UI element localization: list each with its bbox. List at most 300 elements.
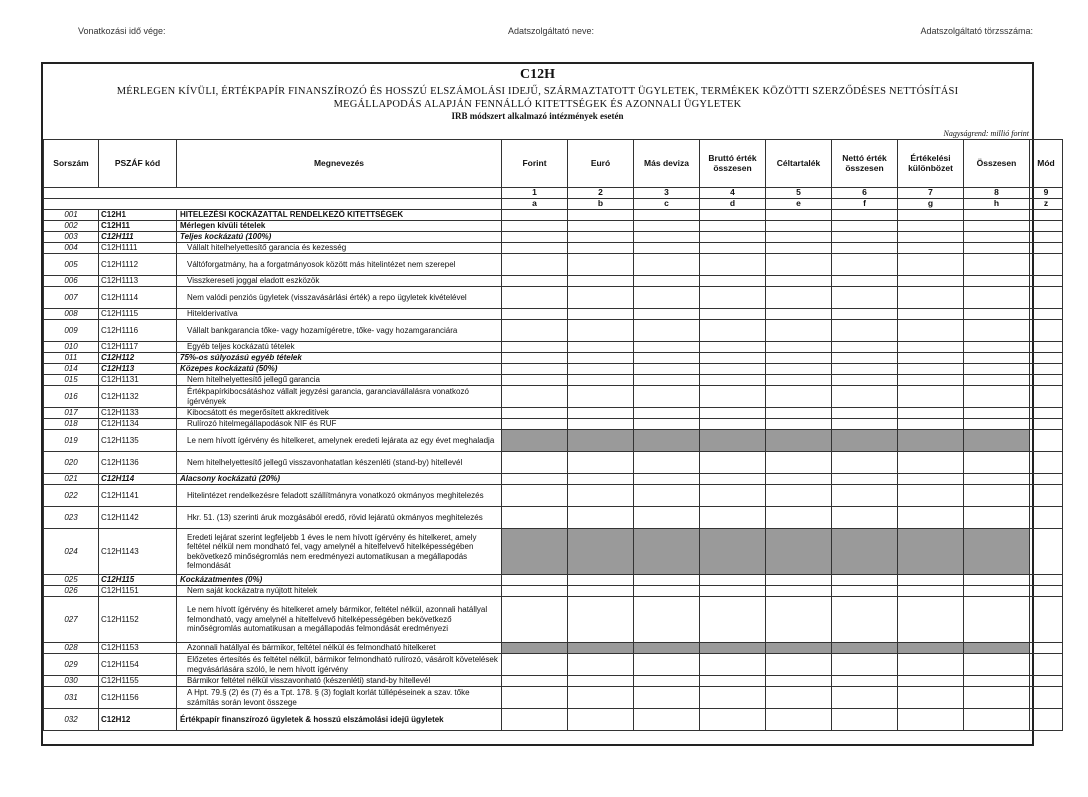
value-cell[interactable] <box>502 287 568 309</box>
value-cell[interactable] <box>766 597 832 643</box>
value-cell[interactable] <box>568 210 634 221</box>
col-megnevezes: Megnevezés <box>177 140 502 188</box>
mod-cell[interactable] <box>1030 320 1063 342</box>
value-cell[interactable] <box>700 386 766 408</box>
value-cell[interactable] <box>898 364 964 375</box>
value-cell[interactable] <box>700 210 766 221</box>
value-cell[interactable] <box>568 353 634 364</box>
value-cell[interactable] <box>766 408 832 419</box>
value-cell[interactable] <box>766 221 832 232</box>
value-cell[interactable] <box>568 386 634 408</box>
value-cell[interactable] <box>766 320 832 342</box>
value-cell[interactable] <box>898 643 964 654</box>
value-cell[interactable] <box>634 386 700 408</box>
value-cell[interactable] <box>766 430 832 452</box>
value-cell[interactable] <box>898 474 964 485</box>
value-cell[interactable] <box>766 386 832 408</box>
value-cell[interactable] <box>964 687 1030 709</box>
value-cell[interactable] <box>568 643 634 654</box>
value-cell[interactable] <box>502 687 568 709</box>
mod-cell[interactable] <box>1030 507 1063 529</box>
value-cell[interactable] <box>700 232 766 243</box>
row-number: 026 <box>44 586 99 597</box>
value-cell[interactable] <box>502 243 568 254</box>
value-cell[interactable] <box>832 408 898 419</box>
value-cell[interactable] <box>964 586 1030 597</box>
value-cell[interactable] <box>502 386 568 408</box>
mod-cell[interactable] <box>1030 287 1063 309</box>
value-cell[interactable] <box>832 419 898 430</box>
value-cell[interactable] <box>568 243 634 254</box>
value-cell[interactable] <box>898 654 964 676</box>
col-celtartalek: Céltartalék <box>766 140 832 188</box>
value-cell[interactable] <box>964 287 1030 309</box>
value-cell[interactable] <box>634 276 700 287</box>
row-code: C12H1136 <box>99 452 177 474</box>
table-row <box>44 210 1063 221</box>
value-cell[interactable] <box>700 575 766 586</box>
value-cell[interactable] <box>964 575 1030 586</box>
value-cell[interactable] <box>634 709 700 731</box>
value-cell[interactable] <box>964 485 1030 507</box>
value-cell[interactable] <box>700 419 766 430</box>
value-cell[interactable] <box>634 575 700 586</box>
value-cell[interactable] <box>502 232 568 243</box>
value-cell[interactable] <box>568 276 634 287</box>
value-cell[interactable] <box>700 276 766 287</box>
value-cell[interactable] <box>634 430 700 452</box>
value-cell[interactable] <box>832 586 898 597</box>
value-cell[interactable] <box>832 687 898 709</box>
value-cell[interactable] <box>502 676 568 687</box>
value-cell[interactable] <box>502 364 568 375</box>
value-cell[interactable] <box>634 586 700 597</box>
row-label: Egyéb teljes kockázatú tételek <box>177 342 502 353</box>
value-cell[interactable] <box>502 353 568 364</box>
value-cell[interactable] <box>766 342 832 353</box>
row-label: Alacsony kockázatú (20%) <box>177 474 502 485</box>
mod-cell[interactable] <box>1030 243 1063 254</box>
value-cell[interactable] <box>898 276 964 287</box>
value-cell[interactable] <box>502 529 568 575</box>
value-cell[interactable] <box>700 597 766 643</box>
value-cell[interactable] <box>766 254 832 276</box>
value-cell[interactable] <box>634 529 700 575</box>
value-cell[interactable] <box>832 342 898 353</box>
value-cell[interactable] <box>898 221 964 232</box>
value-cell[interactable] <box>502 221 568 232</box>
value-cell[interactable] <box>502 408 568 419</box>
value-cell[interactable] <box>634 287 700 309</box>
value-cell[interactable] <box>634 221 700 232</box>
value-cell[interactable] <box>898 243 964 254</box>
value-cell[interactable] <box>964 452 1030 474</box>
value-cell[interactable] <box>568 320 634 342</box>
value-cell[interactable] <box>964 430 1030 452</box>
value-cell[interactable] <box>964 643 1030 654</box>
value-cell[interactable] <box>898 375 964 386</box>
table-row <box>44 452 1063 474</box>
value-cell[interactable] <box>832 353 898 364</box>
value-cell[interactable] <box>502 597 568 643</box>
row-code: C12H11 <box>99 221 177 232</box>
value-cell[interactable] <box>634 643 700 654</box>
value-cell[interactable] <box>832 575 898 586</box>
value-cell[interactable] <box>634 597 700 643</box>
value-cell[interactable] <box>568 529 634 575</box>
value-cell[interactable] <box>964 210 1030 221</box>
mod-cell[interactable] <box>1030 575 1063 586</box>
value-cell[interactable] <box>568 474 634 485</box>
value-cell[interactable] <box>766 375 832 386</box>
value-cell[interactable] <box>964 342 1030 353</box>
value-cell[interactable] <box>502 586 568 597</box>
value-cell[interactable] <box>898 353 964 364</box>
value-cell[interactable] <box>766 507 832 529</box>
value-cell[interactable] <box>964 676 1030 687</box>
value-cell[interactable] <box>700 676 766 687</box>
value-cell[interactable] <box>700 430 766 452</box>
mod-cell[interactable] <box>1030 408 1063 419</box>
mod-cell[interactable] <box>1030 353 1063 364</box>
mod-cell[interactable] <box>1030 654 1063 676</box>
value-cell[interactable] <box>568 221 634 232</box>
value-cell[interactable] <box>568 586 634 597</box>
value-cell[interactable] <box>898 408 964 419</box>
value-cell[interactable] <box>502 485 568 507</box>
value-cell[interactable] <box>634 243 700 254</box>
value-cell[interactable] <box>832 474 898 485</box>
value-cell[interactable] <box>568 654 634 676</box>
row-number: 017 <box>44 408 99 419</box>
mod-cell[interactable] <box>1030 586 1063 597</box>
mod-cell[interactable] <box>1030 232 1063 243</box>
value-cell[interactable] <box>898 287 964 309</box>
value-cell[interactable] <box>502 210 568 221</box>
value-cell[interactable] <box>502 309 568 320</box>
value-cell[interactable] <box>832 254 898 276</box>
value-cell[interactable] <box>964 364 1030 375</box>
mod-cell[interactable] <box>1030 485 1063 507</box>
value-cell[interactable] <box>832 287 898 309</box>
value-cell[interactable] <box>832 210 898 221</box>
value-cell[interactable] <box>502 276 568 287</box>
value-cell[interactable] <box>634 342 700 353</box>
table-row <box>44 654 1063 676</box>
value-cell[interactable] <box>568 687 634 709</box>
value-cell[interactable] <box>700 342 766 353</box>
value-cell[interactable] <box>634 676 700 687</box>
value-cell[interactable] <box>568 287 634 309</box>
table-row <box>44 276 1063 287</box>
value-cell[interactable] <box>634 353 700 364</box>
value-cell[interactable] <box>898 586 964 597</box>
value-cell[interactable] <box>502 643 568 654</box>
value-cell[interactable] <box>700 474 766 485</box>
value-cell[interactable] <box>700 320 766 342</box>
value-cell[interactable] <box>568 452 634 474</box>
value-cell[interactable] <box>634 485 700 507</box>
mod-cell[interactable] <box>1030 364 1063 375</box>
value-cell[interactable] <box>898 309 964 320</box>
value-cell[interactable] <box>634 210 700 221</box>
value-cell[interactable] <box>898 430 964 452</box>
value-cell[interactable] <box>898 320 964 342</box>
value-cell[interactable] <box>634 254 700 276</box>
row-code: C12H1153 <box>99 643 177 654</box>
value-cell[interactable] <box>634 452 700 474</box>
value-cell[interactable] <box>634 364 700 375</box>
value-cell[interactable] <box>766 474 832 485</box>
value-cell[interactable] <box>898 419 964 430</box>
row-number: 019 <box>44 430 99 452</box>
value-cell[interactable] <box>964 232 1030 243</box>
value-cell[interactable] <box>766 419 832 430</box>
value-cell[interactable] <box>898 342 964 353</box>
value-cell[interactable] <box>766 643 832 654</box>
form-title-block <box>43 68 1032 122</box>
value-cell[interactable] <box>832 276 898 287</box>
value-cell[interactable] <box>832 221 898 232</box>
value-cell[interactable] <box>964 507 1030 529</box>
value-cell[interactable] <box>568 342 634 353</box>
value-cell[interactable] <box>700 654 766 676</box>
value-cell[interactable] <box>502 709 568 731</box>
value-cell[interactable] <box>700 287 766 309</box>
value-cell[interactable] <box>700 375 766 386</box>
value-cell[interactable] <box>700 687 766 709</box>
value-cell[interactable] <box>832 364 898 375</box>
value-cell[interactable] <box>898 254 964 276</box>
value-cell[interactable] <box>502 452 568 474</box>
value-cell[interactable] <box>700 408 766 419</box>
value-cell[interactable] <box>634 309 700 320</box>
value-cell[interactable] <box>700 364 766 375</box>
mod-cell[interactable] <box>1030 309 1063 320</box>
mod-cell[interactable] <box>1030 210 1063 221</box>
mod-cell[interactable] <box>1030 342 1063 353</box>
value-cell[interactable] <box>700 254 766 276</box>
value-cell[interactable] <box>898 232 964 243</box>
value-cell[interactable] <box>898 210 964 221</box>
value-cell[interactable] <box>964 654 1030 676</box>
row-code: C12H1115 <box>99 309 177 320</box>
value-cell[interactable] <box>832 452 898 474</box>
value-cell[interactable] <box>700 309 766 320</box>
value-cell[interactable] <box>898 597 964 643</box>
value-cell[interactable] <box>766 276 832 287</box>
row-label: Közepes kockázatú (50%) <box>177 364 502 375</box>
mod-cell[interactable] <box>1030 430 1063 452</box>
value-cell[interactable] <box>832 709 898 731</box>
value-cell[interactable] <box>766 287 832 309</box>
value-cell[interactable] <box>568 254 634 276</box>
value-cell[interactable] <box>502 507 568 529</box>
row-label: Le nem hívott ígérvény és hitelkeret amely bármikor, feltétel nélkül, azonnali hatállyal felmondható, vagy amelynél a hitelfelvevő hitelképességében bekövetkező minőségromlás automatikusan a megállapodás felmondását eredményezi <box>177 597 502 643</box>
mod-cell[interactable] <box>1030 597 1063 643</box>
value-cell[interactable] <box>502 342 568 353</box>
value-cell[interactable] <box>568 597 634 643</box>
value-cell[interactable] <box>700 221 766 232</box>
value-cell[interactable] <box>700 353 766 364</box>
value-cell[interactable] <box>502 419 568 430</box>
value-cell[interactable] <box>568 419 634 430</box>
colletter-row-cell: f <box>832 199 898 210</box>
value-cell[interactable] <box>898 507 964 529</box>
value-cell[interactable] <box>898 386 964 408</box>
value-cell[interactable] <box>568 309 634 320</box>
value-cell[interactable] <box>766 243 832 254</box>
value-cell[interactable] <box>634 654 700 676</box>
mod-cell[interactable] <box>1030 452 1063 474</box>
value-cell[interactable] <box>568 408 634 419</box>
value-cell[interactable] <box>898 676 964 687</box>
value-cell[interactable] <box>964 386 1030 408</box>
value-cell[interactable] <box>502 254 568 276</box>
value-cell[interactable] <box>964 474 1030 485</box>
value-cell[interactable] <box>502 654 568 676</box>
value-cell[interactable] <box>898 687 964 709</box>
value-cell[interactable] <box>832 529 898 575</box>
mod-cell[interactable] <box>1030 687 1063 709</box>
value-cell[interactable] <box>634 320 700 342</box>
value-cell[interactable] <box>568 485 634 507</box>
value-cell[interactable] <box>568 507 634 529</box>
value-cell[interactable] <box>964 597 1030 643</box>
value-cell[interactable] <box>568 364 634 375</box>
value-cell[interactable] <box>832 320 898 342</box>
value-cell[interactable] <box>832 430 898 452</box>
value-cell[interactable] <box>568 575 634 586</box>
value-cell[interactable] <box>568 375 634 386</box>
value-cell[interactable] <box>832 309 898 320</box>
value-cell[interactable] <box>700 243 766 254</box>
value-cell[interactable] <box>832 654 898 676</box>
value-cell[interactable] <box>634 507 700 529</box>
row-number: 029 <box>44 654 99 676</box>
value-cell[interactable] <box>700 643 766 654</box>
row-label: Azonnali hatállyal és bármikor, feltétel nélkül és felmondható hitelkeret <box>177 643 502 654</box>
mod-cell[interactable] <box>1030 221 1063 232</box>
mod-cell[interactable] <box>1030 419 1063 430</box>
value-cell[interactable] <box>964 320 1030 342</box>
row-label: Vállalt hitelhelyettesítő garancia és kezesség <box>177 243 502 254</box>
value-cell[interactable] <box>766 353 832 364</box>
value-cell[interactable] <box>700 529 766 575</box>
value-cell[interactable] <box>964 529 1030 575</box>
value-cell[interactable] <box>766 529 832 575</box>
mod-cell[interactable] <box>1030 676 1063 687</box>
value-cell[interactable] <box>700 709 766 731</box>
value-cell[interactable] <box>832 676 898 687</box>
value-cell[interactable] <box>832 597 898 643</box>
mod-cell[interactable] <box>1030 643 1063 654</box>
mod-cell[interactable] <box>1030 276 1063 287</box>
value-cell[interactable] <box>766 364 832 375</box>
value-cell[interactable] <box>898 575 964 586</box>
value-cell[interactable] <box>700 452 766 474</box>
value-cell[interactable] <box>502 474 568 485</box>
value-cell[interactable] <box>832 643 898 654</box>
value-cell[interactable] <box>898 485 964 507</box>
value-cell[interactable] <box>634 419 700 430</box>
value-cell[interactable] <box>898 452 964 474</box>
mod-cell[interactable] <box>1030 529 1063 575</box>
value-cell[interactable] <box>766 210 832 221</box>
row-code: C12H1111 <box>99 243 177 254</box>
value-cell[interactable] <box>964 375 1030 386</box>
value-cell[interactable] <box>832 386 898 408</box>
value-cell[interactable] <box>502 575 568 586</box>
value-cell[interactable] <box>766 232 832 243</box>
value-cell[interactable] <box>634 408 700 419</box>
value-cell[interactable] <box>502 375 568 386</box>
value-cell[interactable] <box>964 221 1030 232</box>
value-cell[interactable] <box>766 586 832 597</box>
value-cell[interactable] <box>568 676 634 687</box>
value-cell[interactable] <box>568 430 634 452</box>
value-cell[interactable] <box>766 309 832 320</box>
value-cell[interactable] <box>964 276 1030 287</box>
value-cell[interactable] <box>568 232 634 243</box>
mod-cell[interactable] <box>1030 474 1063 485</box>
value-cell[interactable] <box>964 408 1030 419</box>
value-cell[interactable] <box>964 353 1030 364</box>
value-cell[interactable] <box>766 709 832 731</box>
value-cell[interactable] <box>700 586 766 597</box>
row-number: 018 <box>44 419 99 430</box>
value-cell[interactable] <box>964 419 1030 430</box>
value-cell[interactable] <box>766 654 832 676</box>
table-row <box>44 243 1063 254</box>
value-cell[interactable] <box>832 507 898 529</box>
value-cell[interactable] <box>832 243 898 254</box>
mod-cell[interactable] <box>1030 375 1063 386</box>
table-row <box>44 529 1063 575</box>
value-cell[interactable] <box>634 375 700 386</box>
value-cell[interactable] <box>964 254 1030 276</box>
row-code: C12H111 <box>99 232 177 243</box>
value-cell[interactable] <box>898 529 964 575</box>
mod-cell[interactable] <box>1030 709 1063 731</box>
value-cell[interactable] <box>898 709 964 731</box>
table-row <box>44 485 1063 507</box>
value-cell[interactable] <box>832 375 898 386</box>
value-cell[interactable] <box>502 320 568 342</box>
mod-cell[interactable] <box>1030 386 1063 408</box>
value-cell[interactable] <box>634 474 700 485</box>
value-cell[interactable] <box>766 687 832 709</box>
value-cell[interactable] <box>700 507 766 529</box>
value-cell[interactable] <box>634 232 700 243</box>
row-code: C12H1151 <box>99 586 177 597</box>
value-cell[interactable] <box>502 430 568 452</box>
value-cell[interactable] <box>964 243 1030 254</box>
value-cell[interactable] <box>766 676 832 687</box>
value-cell[interactable] <box>832 485 898 507</box>
value-cell[interactable] <box>832 232 898 243</box>
value-cell[interactable] <box>964 709 1030 731</box>
value-cell[interactable] <box>964 309 1030 320</box>
value-cell[interactable] <box>766 575 832 586</box>
value-cell[interactable] <box>766 452 832 474</box>
mod-cell[interactable] <box>1030 254 1063 276</box>
value-cell[interactable] <box>700 485 766 507</box>
value-cell[interactable] <box>634 687 700 709</box>
value-cell[interactable] <box>568 709 634 731</box>
row-number: 020 <box>44 452 99 474</box>
value-cell[interactable] <box>766 485 832 507</box>
